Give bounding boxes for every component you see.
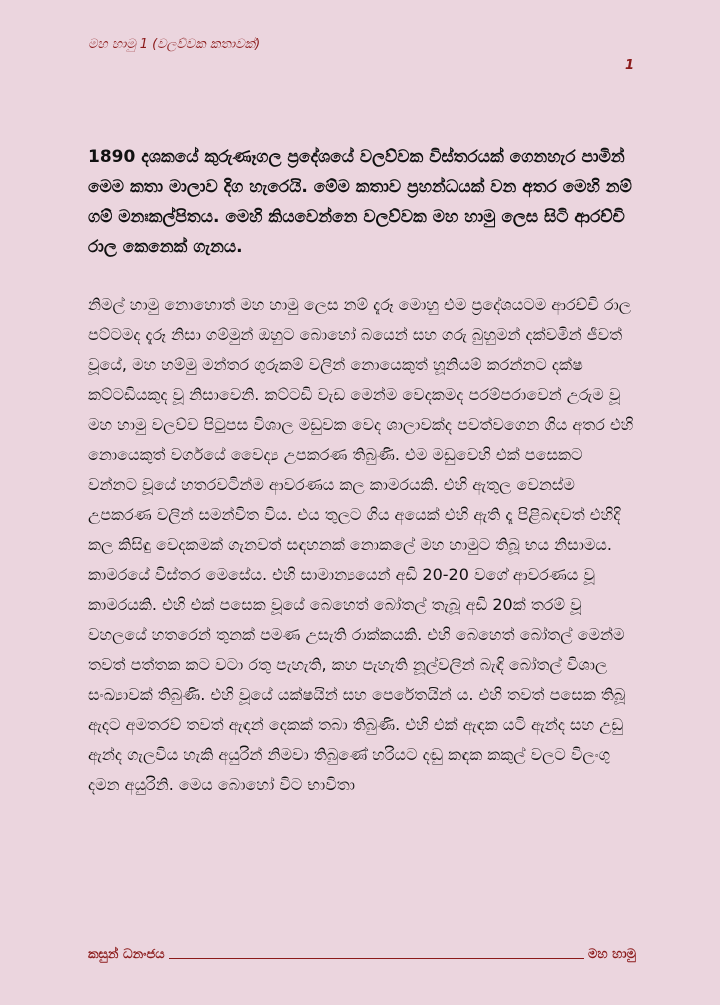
footer-book-title: මහ හාමු (588, 947, 636, 962)
footer-divider-line (169, 958, 584, 959)
footer-author: කසුන් ධනංජය (88, 947, 165, 962)
body-paragraph: නිමල් හාමු නොහොත් මහ හාමු ලෙස නම් දැරූ මොහු එම ප්‍රදේශයටම ආරච්චි රාල පට්ටමද දැරූ නිසා ගම්මුන් ඔහුට බොහෝ බයෙන් සහ ගරු බුහුමන් දක්වමින් ජීවත් වූයේ, මහ හම්මු මන්තර ගුරුකම් වලින් නොයෙකුත් හූනියම් කරන්නට දක්ෂ කට්ටඩියකුද වූ නිසාවෙනි. කට්ටඩි වැඩ මෙන්ම වෙදකමද පරම්පරාවෙන් උරුම වූ මහ හාමු වලව්ව පිටුපස විශාල මඩුවක වෙද ශාලාවක්ද පවත්වගෙන ගිය අතර එහි නොයෙකුත් වර්ගයේ වෛද්‍ය උපකරණ තිබුණි. එම මඩුවෙහි එක් පසෙකට වන්නට වූයේ හතරවටින්ම ආවරණය කල කාමරයකි. එහි ඇතුල වෙනස්ම උපකරණ වලින් සමන්විත විය. එය තුලට ගිය අයෙක් එහි ඇති දෑ පිළිබඳවත් එහිදි කල කිසිඳු වෙදකමක් ගැනවත් සඳහනක් නොකලේ මහ හාමුට තිබූ භය නිසාමය. කාමරයේ විස්තර මෙසේය. එහි සාමාන්‍යයෙන් අඩි 20-20 වගේ ආවරණය වූ කාමරයකි. එහි එක් පසෙක වූයේ බෙහෙත් බෝතල් තැබූ අඩි 20ක් තරම් වූ වහලයේ හතරෙන් තුනක් පමණ උසැති රාක්කයකි. එහි බෙහෙත් බෝතල් මෙන්ම තවත් පත්තක කට වටා රතු පැහැති, කහ පැහැති නූල්වලින් බැඳි බෝතල් විශාල සංඛ්‍යාවක් තිබුණි. එහි වූයේ යක්ෂයින් සහ පෙරේතයින් ය. එහි තවත් පසෙක තිබූ ඇදට අමතරව් තවත් ඇඳන් දෙකක් තබා තිබුණි. එහි එක් ඇඳක යටි ඇන්ද සහ උඩු ඇන්ද ගැලවිය හැකි අයුරින් නිමවා තිබුණේ හරියට දඬු කඳක කකුල් වලට විලංගු දමන අයුරිනි. මෙය බොහෝ විට භාවිතා (88, 295, 634, 794)
page-footer (88, 947, 636, 962)
page-number: 1 (624, 58, 634, 73)
intro-paragraph: 1890 දශකයේ කුරුණෑගල ප්‍රදේශයේ වලව්වක විස්තරයක් ගෙනහැර පාමින් මෙම කතා මාලාව දිග හැරෙයි. මේම කතාව ප්‍රහන්ධයක් වන අතර මෙහි නම් ගම් මනඃකල්පිතය. මෙහි කියවෙන්නෙ වලව්වක මහ හාමු ලෙස සිටි ආරච්චි රාල කෙනෙක් ගැනය. (88, 147, 632, 257)
running-header-title: මහ හාමු 1 (වලව්වක කතාවක්) (88, 37, 261, 52)
